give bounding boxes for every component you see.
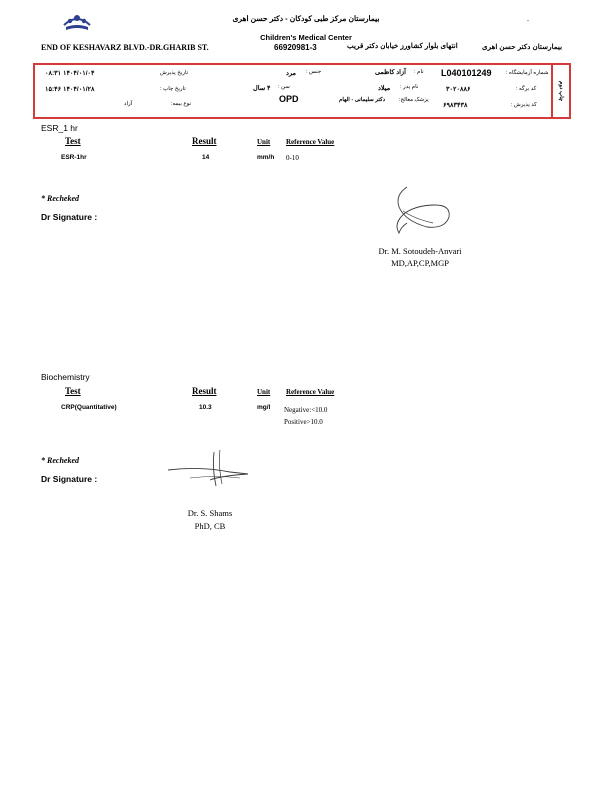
col-result-header: Result [192, 136, 217, 146]
insurance-label: نوع بیمه: [171, 101, 192, 107]
hospital-title-fa: بیمارستان مرکز طبی کودکان - دکتر حسن اهری [232, 14, 380, 23]
test-reference: 0-10 [286, 154, 299, 162]
print-date-label: تاریخ چاپ : [160, 86, 186, 92]
copy-label-box [551, 63, 571, 119]
sheet-code-label: کد برگه : [516, 86, 537, 92]
doctor-signature-1 [385, 183, 455, 238]
doctor-credentials-1: MD,AP,CP,MGP [391, 258, 449, 268]
col-ref-header: Reference Value [286, 388, 335, 396]
section-title-biochemistry: Biochemistry [41, 372, 90, 382]
doctor-signature-2 [160, 448, 255, 490]
age-value: ۴ سال [253, 85, 271, 92]
copy-label: چاپ دوم [558, 80, 564, 102]
father-value: میلاد [378, 85, 391, 92]
test-reference-negative: Negative:<10.0 [284, 406, 328, 414]
recheck-note: * Recheked [41, 194, 79, 203]
doctor-label: پزشک معالج: [399, 97, 429, 103]
father-label: نام پدر : [400, 84, 419, 90]
test-name: CRP(Quantitative) [61, 404, 117, 411]
test-name: ESR-1hr [61, 154, 87, 161]
insurance-value: آزاد [124, 101, 133, 107]
doctor-value: دکتر سلیمانی - الهام [339, 97, 386, 103]
col-ref-header: Reference Value [286, 138, 335, 146]
test-result: 10.3 [199, 404, 212, 411]
signature-label: Dr Signature : [41, 474, 98, 484]
hospital-title-en: Children's Medical Center [260, 33, 352, 42]
phone-number: 66920981-3 [274, 43, 317, 52]
reception-code-label: کد پذیرش : [511, 102, 537, 108]
hospital-name-fa: بیمارستان دکتر حسن اهری [482, 42, 563, 51]
doctor-name-1: Dr. M. Sotoudeh-Anvari [378, 246, 462, 256]
name-value: آزاد کاظمی [375, 69, 406, 76]
header-dash: - [527, 18, 529, 24]
col-test-header: Test [65, 386, 81, 396]
doctor-credentials-2: PhD, CB [194, 521, 226, 531]
test-unit: mm/h [257, 154, 275, 161]
doctor-name-2: Dr. S. Shams [187, 508, 233, 518]
gender-label: جنس : [306, 69, 322, 75]
ward-value: OPD [279, 94, 299, 104]
signature-label: Dr Signature : [41, 212, 98, 222]
col-test-header: Test [65, 136, 81, 146]
test-reference-positive: Positive>10.0 [284, 418, 323, 426]
section-title-esr: ESR_1 hr [41, 123, 78, 133]
lab-no-label: شماره آزمایشگاه : [506, 70, 549, 76]
test-result: 14 [202, 154, 210, 161]
col-unit-header: Unit [257, 388, 271, 396]
reception-date-value: ۱۴۰۴/۰۱/۰۴ ۰۸:۳۱ [45, 70, 95, 77]
age-label: سن : [278, 84, 290, 90]
address-en: END OF KESHAVARZ BLVD.-DR.GHARIB ST. [41, 43, 209, 52]
col-result-header: Result [192, 386, 217, 396]
reception-code-value: ۶۹۸۳۴۳۸ [443, 102, 468, 109]
name-label: نام : [414, 69, 424, 75]
lab-no-value: L040101249 [441, 68, 492, 78]
test-unit: mg/l [257, 404, 271, 411]
address-fa: انتهای بلوار کشاورز خیابان دکتر قریب [347, 41, 458, 50]
gender-value: مرد [286, 70, 296, 77]
sheet-code-value: ۳۰۲۰۸۸۶ [446, 86, 471, 93]
reception-date-label: تاریخ پذیرش [160, 70, 189, 76]
col-unit-header: Unit [257, 138, 271, 146]
print-date-value: ۱۴۰۴/۰۱/۲۸ ۱۵:۴۶ [45, 86, 95, 93]
recheck-note: * Recheked [41, 456, 79, 465]
